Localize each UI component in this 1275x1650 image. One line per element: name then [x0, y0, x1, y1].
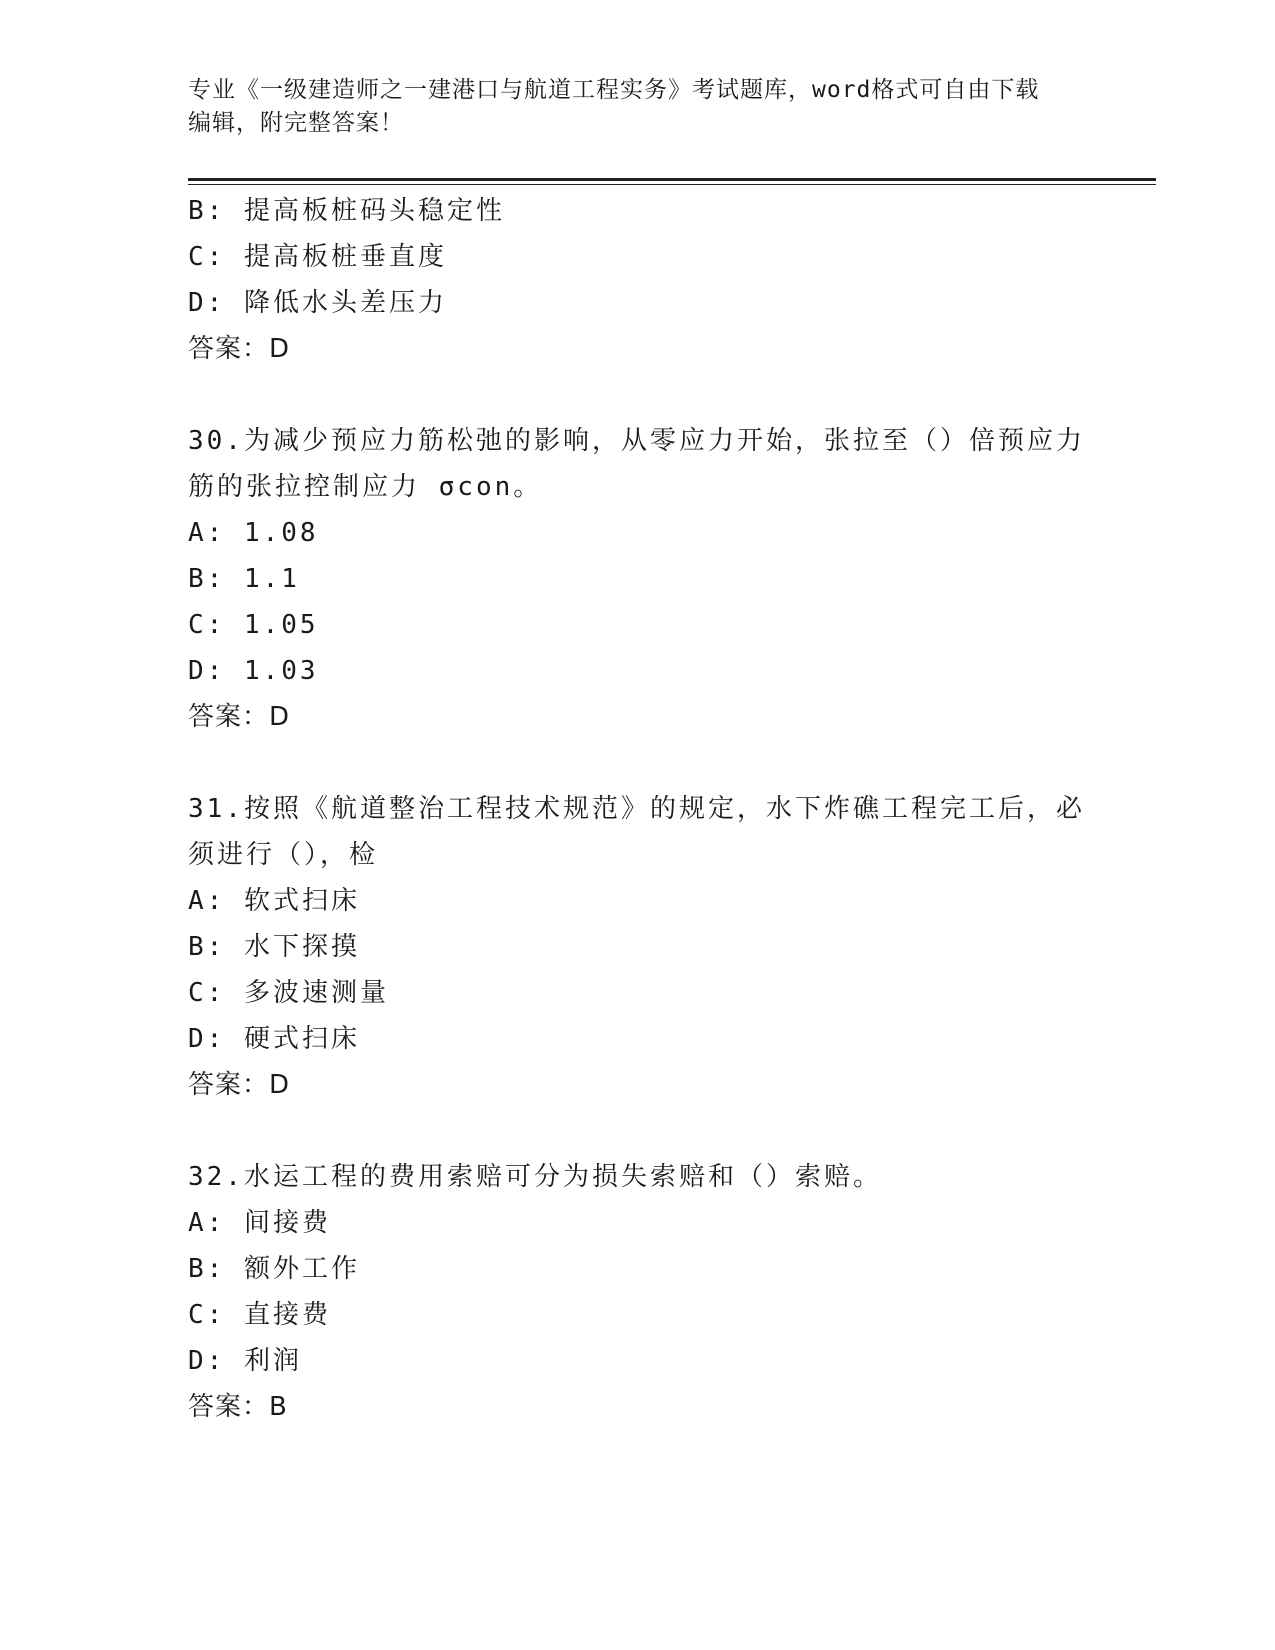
header-line-1: 专业《一级建造师之一建港口与航道工程实务》考试题库，word格式可自由下载: [188, 77, 1040, 103]
option-b: B: 额外工作: [188, 1254, 360, 1284]
option-d: D: 1.03: [188, 656, 319, 686]
header-divider-thin: [188, 184, 1156, 185]
option-d: D: 利润: [188, 1346, 302, 1376]
question-stem-line-1: 30.为减少预应力筋松弛的影响，从零应力开始，张拉至（）倍预应力: [188, 426, 1085, 456]
option-d: D: 降低水头差压力: [188, 288, 447, 318]
option-a: A: 1.08: [188, 518, 319, 548]
answer-line: 答案：B: [188, 1392, 288, 1422]
option-b: B: 提高板桩码头稳定性: [188, 196, 505, 226]
answer-line: 答案：D: [188, 702, 291, 732]
question-stem-line-1: 31.按照《航道整治工程技术规范》的规定，水下炸礁工程完工后，必: [188, 794, 1085, 824]
previous-question-tail: [188, 188, 1088, 372]
document-header: [188, 74, 1088, 140]
option-c: C: 直接费: [188, 1300, 331, 1330]
option-c: C: 多波速测量: [188, 978, 389, 1008]
option-b: B: 1.1: [188, 564, 300, 594]
question-stem-line-1: 32.水运工程的费用索赔可分为损失索赔和（）索赔。: [188, 1162, 882, 1192]
header-divider-thick: [188, 178, 1156, 181]
question-32: [188, 1154, 1088, 1430]
answer-line: 答案：D: [188, 1070, 291, 1100]
answer-line: 答案：D: [188, 334, 291, 364]
question-stem-line-2: 筋的张拉控制应力 σcon。: [188, 472, 543, 502]
option-d: D: 硬式扫床: [188, 1024, 360, 1054]
question-30: [188, 418, 1088, 740]
option-c: C: 1.05: [188, 610, 319, 640]
option-a: A: 间接费: [188, 1208, 331, 1238]
question-31: [188, 786, 1088, 1108]
option-a: A: 软式扫床: [188, 886, 360, 916]
question-list: [188, 188, 1088, 1430]
option-b: B: 水下探摸: [188, 932, 360, 962]
option-c: C: 提高板桩垂直度: [188, 242, 447, 272]
question-stem-line-2: 须进行（），检: [188, 840, 379, 870]
header-line-2: 编辑，附完整答案！: [188, 110, 404, 136]
